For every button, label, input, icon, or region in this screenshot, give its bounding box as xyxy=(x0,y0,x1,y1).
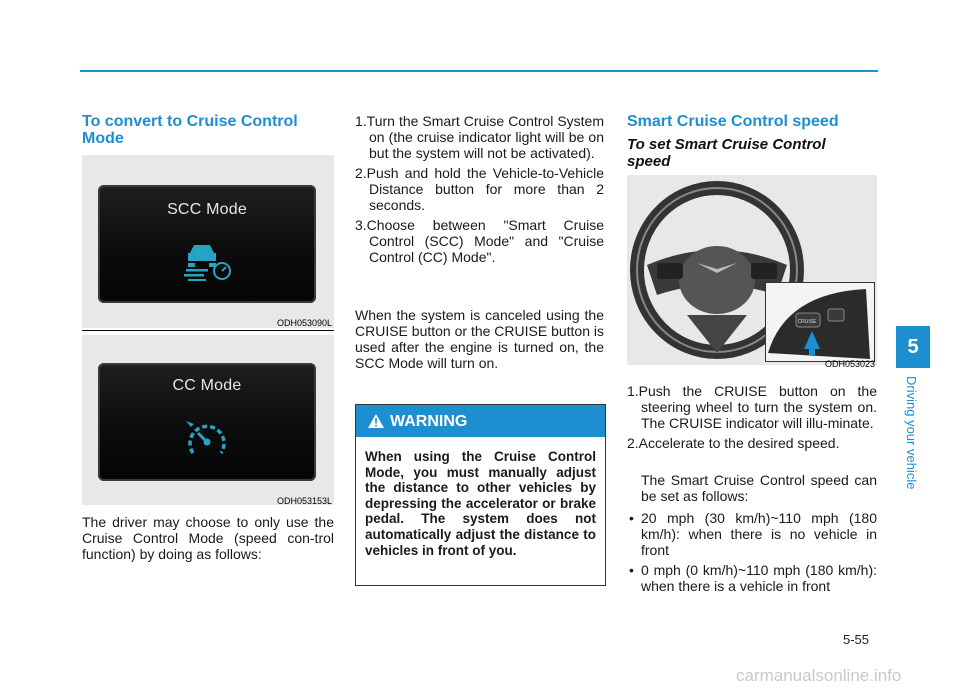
speed-note: The Smart Cruise Control speed can be set as follows: xyxy=(641,472,877,504)
speedometer-icon xyxy=(184,419,230,463)
warning-header xyxy=(356,405,605,437)
page-number: 5-55 xyxy=(843,632,870,647)
figure-code: ODH053153L xyxy=(276,496,332,506)
warning-triangle-icon xyxy=(368,414,384,428)
body-paragraph: The driver may choose to only use the Cruise Control Mode (speed con-trol function) by doing as follows: xyxy=(82,514,334,562)
speed-bullet-list xyxy=(627,510,877,598)
step-list xyxy=(355,113,604,269)
step-item: 3.Choose between "Smart Cruise Control (SCC) Mode" and "Cruise Control (CC) Mode". xyxy=(355,217,604,265)
figure-steering-wheel xyxy=(627,175,877,369)
chapter-label: Driving your vehicle xyxy=(904,376,919,490)
step-item: 2.Push and hold the Vehicle-to-Vehicle Distance button for more than 2 seconds. xyxy=(355,165,604,213)
figure-cc-mode xyxy=(82,335,334,505)
cluster-display xyxy=(98,363,316,481)
screen-title: CC Mode xyxy=(172,377,242,394)
step-item: 2.Accelerate to the desired speed. xyxy=(627,435,840,451)
cruise-button-inset xyxy=(765,282,875,362)
figure-code: ODH053023 xyxy=(824,359,875,369)
figure-scc-mode xyxy=(82,155,334,328)
step-item: 1.Push the CRUISE button on the steering wheel to turn the system on. The CRUISE indicator will illu-minate. xyxy=(627,383,877,431)
cruise-button-label: CRUISE xyxy=(797,319,817,325)
screen-title: SCC Mode xyxy=(167,201,247,218)
scc-car-radar-icon xyxy=(184,241,232,281)
figure-code: ODH053090L xyxy=(276,318,332,328)
section-heading-convert: To convert to Cruise Control Mode xyxy=(82,113,298,147)
cancel-paragraph: When the system is canceled using the CRUISE button or the CRUISE button is used after the engine is turned on, the SCC Mode will turn on. xyxy=(355,307,604,371)
chapter-tab: 5 xyxy=(896,326,930,368)
warning-text: When using the Cruise Control Mode, you must manually adjust the distance to other vehicles by depressing the accelerator or brake pedal. The system does not automatically adjust the distance to vehicles in front of you. xyxy=(365,449,596,558)
header-rule xyxy=(80,70,878,72)
list-item: • 20 mph (30 km/h)~110 mph (180 km/h): when there is no vehicle in front xyxy=(627,510,877,558)
section-heading-speed: Smart Cruise Control speed xyxy=(627,113,839,130)
subheading-set-speed: To set Smart Cruise Control speed xyxy=(627,136,826,170)
step-item: 1.Turn the Smart Cruise Control System on (the cruise indicator light will be on but the system will not be activated). xyxy=(355,113,604,161)
list-item: • 0 mph (0 km/h)~110 mph (180 km/h): when there is a vehicle in front xyxy=(627,562,877,594)
cluster-display xyxy=(98,185,316,303)
speed-step-list xyxy=(627,383,877,455)
warning-title: WARNING xyxy=(390,413,468,430)
figure-rule xyxy=(82,330,334,331)
warning-box xyxy=(355,404,606,586)
watermark: carmanualsonline.info xyxy=(736,666,902,685)
